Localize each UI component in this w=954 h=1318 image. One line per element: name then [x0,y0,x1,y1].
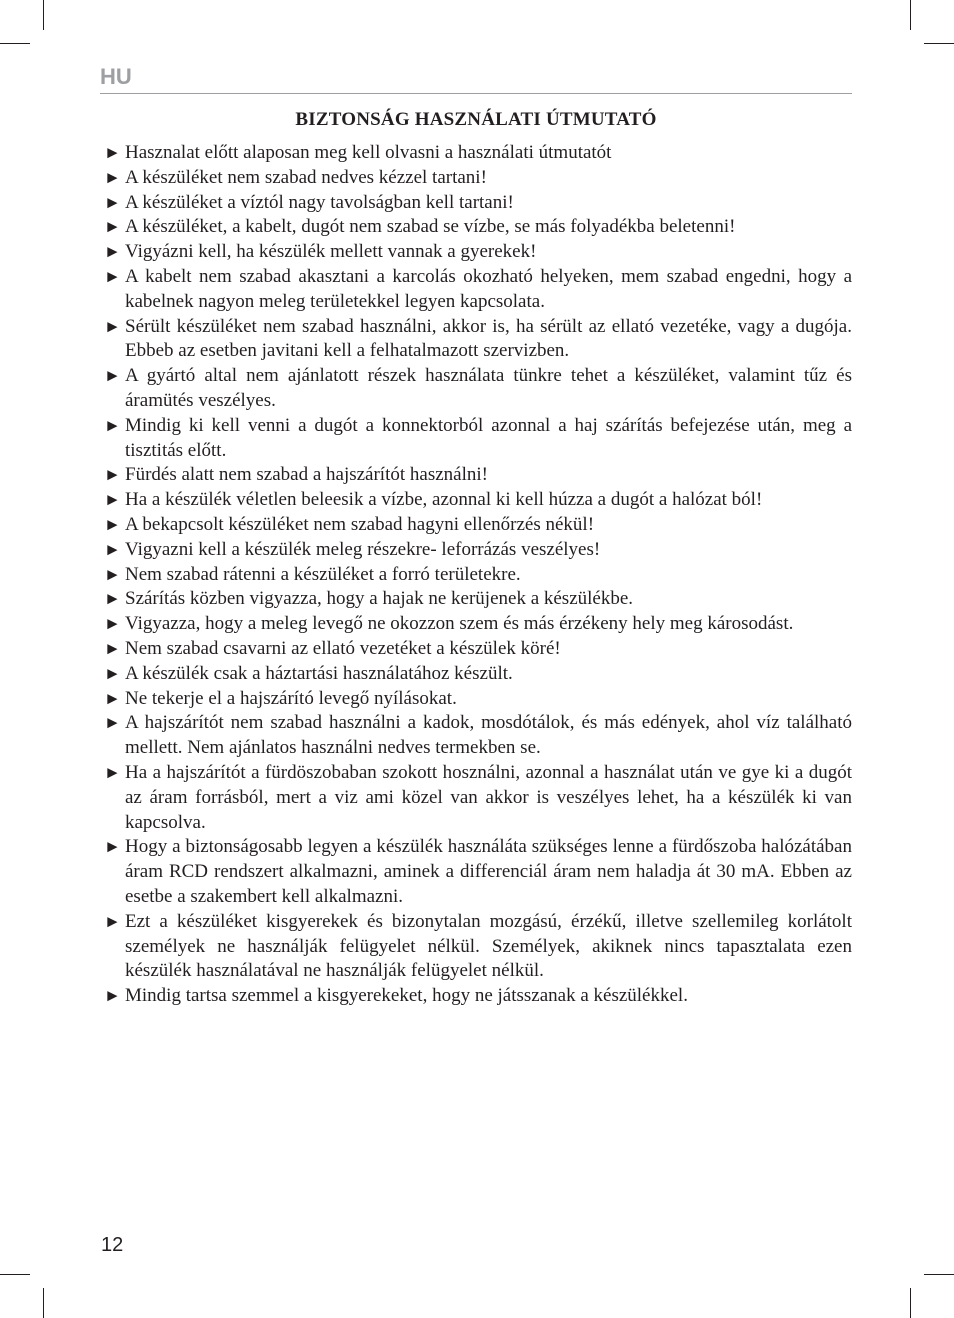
crop-mark [910,0,911,30]
page-number: 12 [101,1234,124,1256]
list-item [104,240,852,265]
list-item [104,687,852,712]
list-item [104,215,852,240]
list-item-text: Hasznalat előtt alaposan meg kell olvasni a használati útmutatót [125,142,612,163]
language-label: HU [100,64,132,89]
list-item-text: A bekapcsolt készüléket nem szabad hagyni ellenőrzés nékül! [125,513,595,535]
triangle-bullet-icon: ► [104,564,121,584]
triangle-bullet-icon: ► [104,638,121,658]
triangle-bullet-icon: ► [104,192,121,212]
crop-mark [910,1288,911,1318]
list-item-text: Ha a készülék véletlen beleesik a vízbe, azonnal ki kell húzza a dugót a halózat ból! [125,489,763,511]
crop-mark [924,1274,954,1275]
triangle-bullet-icon: ► [104,366,121,386]
triangle-bullet-icon: ► [104,217,121,237]
list-item [104,265,852,315]
list-item-text: Fürdés alatt nem szabad a hajszárítót használni! [125,464,488,486]
list-item-text: Mindig ki kell venni a dugót a konnektorból azonnal a haj szárítás befejezése után, meg a tisztitás előtt. [125,414,852,461]
list-item-text: A hajszárítót nem szabad használni a kadok, mosdótálok, és más edények, ahol víz található mellett. Nem ajánlatos használni nedves termekben se. [125,712,852,759]
list-item-text: Ezt a készüléket kisgyerekek és bizonytalan mozgású, érzékű, illetve szellemileg korlátolt személyek ne használják felügyelet nélkül. Személyek, akiknek nincs tapasztalata ezen készülék használatával ne használják felügyelet nélkül. [125,910,852,982]
crop-mark [924,43,954,44]
list-item-text: Vigyazza, hogy a meleg levegő ne okozzon szem és más érzékeny hely meg károsodást. [125,613,794,635]
triangle-bullet-icon: ► [104,514,121,534]
list-item [104,513,852,538]
list-item-text: A készüléket a víztól nagy tavolságban kell tartani! [125,191,514,213]
crop-mark [0,1274,30,1275]
list-item [104,315,852,365]
crop-mark [43,0,44,30]
list-item [104,141,852,166]
list-item-text: Sérült készüléket nem szabad használni, akkor is, ha sérült az ellató vezetéke, vagy a dugója. Ebbeb az esetben javitani kell a felhatalmazott szervizben. [125,315,852,362]
list-item [104,910,852,984]
list-item-text: Ha a hajszárítót a fürdöszobaban szokott hosználni, azonnal a használat után ve gye ki a dugót az áram forrásból, mert a viz ami közel van akkor is veszélyes lehet, ha a készülék ki van kapcsolva. [125,761,852,833]
triangle-bullet-icon: ► [104,316,121,336]
list-item-text: Vigyázni kell, ha készülék mellett vannak a gyerekek! [125,241,537,263]
triangle-bullet-icon: ► [104,589,121,609]
list-item [104,587,852,612]
triangle-bullet-icon: ► [104,663,121,683]
list-item [104,711,852,761]
list-item [104,538,852,563]
page-title: BIZTONSÁG HASZNÁLATI ÚTMUTATÓ [295,109,657,130]
list-item [104,414,852,464]
triangle-bullet-icon: ► [104,837,121,857]
list-item-text: Nem szabad rátenni a készüléket a forró területekre. [125,563,521,585]
header-divider [100,93,852,94]
triangle-bullet-icon: ► [104,614,121,634]
crop-mark [0,43,30,44]
triangle-bullet-icon: ► [104,986,121,1006]
list-item [104,637,852,662]
list-item-text: Mindig tartsa szemmel a kisgyerekeket, hogy ne játsszanak a készülékkel. [125,985,688,1007]
crop-mark [43,1288,44,1318]
list-item [104,364,852,414]
list-item-text: Vigyazni kell a készülék meleg részekre- leforrázás veszélyes! [125,538,601,560]
triangle-bullet-icon: ► [104,762,121,782]
list-item [104,563,852,588]
triangle-bullet-icon: ► [104,911,121,931]
safety-instructions-list [104,141,852,1009]
triangle-bullet-icon: ► [104,242,121,262]
triangle-bullet-icon: ► [104,490,121,510]
list-item-text: Hogy a biztonságosabb legyen a készülék használáta szükséges lenne a fürdőszoba halózátában áram RCD rendszert alkalmazni, aminek a differenciál áram nem haladja át 30 mA. Ebben az esetbe a szakembert kell alkalmazni. [125,836,852,907]
list-item-text: A készüléket, a kabelt, dugót nem szabad se vízbe, se más folyadékba beletenni! [125,216,736,238]
triangle-bullet-icon: ► [104,143,121,162]
list-item-text: Szárítás közben vigyazzа, hogy a hajak ne kerüjenek a készülékbe. [125,588,634,610]
triangle-bullet-icon: ► [104,688,121,708]
list-item-text: A készüléket nem szabad nedves kézzel tartani! [125,166,487,188]
triangle-bullet-icon: ► [104,167,121,187]
list-item [104,612,852,637]
list-item [104,835,852,909]
list-item [104,984,852,1009]
triangle-bullet-icon: ► [104,415,121,435]
list-item-text: A kabelt nem szabad akasztani a karcolás okozható helyeken, mem szabad engedni, hogy a kabelnek nagyon meleg területekkel legyen kapcsolata. [125,265,852,312]
triangle-bullet-icon: ► [104,713,121,733]
list-item-text: A gyártó altal nem ajánlatott részek használata tünkre tehet a készüléket, valamint tűz és áramütés veszélyes. [125,365,852,411]
triangle-bullet-icon: ► [104,465,121,485]
list-item [104,463,852,488]
list-item-text: Ne tekerje el a hajszárító levegő nyílásokat. [125,687,457,709]
list-item-text: A készülék csak a háztartási használatához készült. [125,662,513,684]
list-item [104,662,852,687]
list-item [104,166,852,191]
list-item [104,191,852,216]
list-item [104,761,852,835]
list-item-text: Nem szabad csavarni az ellató vezetéket a készülek köré! [125,637,561,659]
triangle-bullet-icon: ► [104,266,121,286]
list-item [104,488,852,513]
triangle-bullet-icon: ► [104,539,121,559]
